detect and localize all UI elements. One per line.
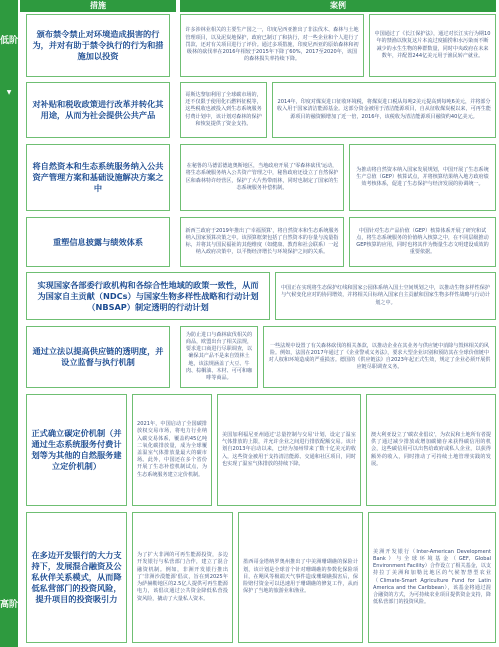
side-label-low: 低阶 [0,36,19,46]
example-text: 许多涉林业相关的主要生产国之一，印度尼西亚推出了非法伐木、森林与土地管理项目，以及泥炭地保护，政府已制订了和执行，对一些企业和个人进行了罚款，还对有关项目进行了评价。通过多项措施，印度尼西亚的原始森林和初级林的砍伐率在2016年相较于2015年下降了60%，2017至2020年，该国的森林损失率持续下降。 [185,27,359,63]
example-text: 中国针对生态产品价值（GEP）核算体系开展了研究和试点，将生态系统服务的价值纳入核算之中，在不同层级推动GEP核算的应用，同时也将其作为衡量生态文明建设成效的重要依据。 [356,227,489,256]
example-row-1-a [180,14,364,77]
example-row-2-a [180,82,267,138]
example-row-3-b [349,144,496,211]
measure-text: 颁布禁令禁止对环境造成损害的行为，并对有助于禁令执行的行为和措施加以投资 [32,29,164,61]
measure-text: 正式确立碳定价机制（并通过生态系统服务付费计划等为其他的自然服务建立定价机制） [31,428,122,471]
side-bar [0,0,18,647]
measure-row-1 [26,14,170,77]
measure-text: 重塑信息披露与绩效体系 [52,236,144,247]
measure-text: 在多边开发银行的大力支持下，发展混合融资及公私伙伴关系模式，从而降低私营部门的投资风险，提升项目的投资吸引力 [31,550,122,604]
example-row-7-b [217,394,361,506]
side-label-high: 高阶 [0,600,19,610]
example-row-6-b [263,326,496,388]
example-row-1-b [369,14,496,77]
example-row-3-a [180,144,344,211]
example-text: 墨西哥金塔纳罗奥州推出了中美洲珊瑚礁的保险计划，该计划是全球首个针对珊瑚礁的参数化保险项目，在飓风等极端天气事件造成珊瑚礁损害后，保险赔付资金可以迅速用于珊瑚礁的修复工作，从而保护了当地的旅游业和渔业。 [243,559,358,595]
example-text: 美国加利福尼亚州通过'总量控制与交易'计划，设定了温室气体排放的上限，并允许企业之间进行排放配额交易。该计划自2013年启动以来，已经为加州带来了数十亿美元的收入，这些资金被用于支持清洁能源、交通和社区项目，同时也实现了温室气体排放的持续下降。 [222,431,356,467]
example-text: 在秘鲁的马德雷德迪奥斯地区，当地政府开展了'零森林砍伐'运动，将生态系统服务纳入公共资产管理之中，秘鲁政府还设立了自然保护区和森林特许经营区，保护了大片热带雨林，同时也制定了国家的生态系统服务补偿机制。 [185,163,339,191]
example-row-8-b [238,512,363,643]
example-row-7-c [366,394,496,506]
example-row-4-a [180,217,344,267]
measure-text: 对补贴和税收政策进行改革并转化其用途，从而为社会提供公共产品 [32,99,164,120]
example-row-6-a [180,326,258,388]
example-row-7-a [132,394,212,506]
measure-row-4 [26,217,170,267]
example-text: 中国通过了《长江保护法》，通过对长江实行为期10年的禁渔以恢复这片本流过度捕捞和水污染而不断减少的水生生物的种群数量，同时中央政府在未来数年，并配置244亿美元用于渔民转产就业。 [374,31,491,59]
example-text: 2021年，中国启动了全国碳排放权交易市场，将电力行业纳入碳交易体系，覆盖约45亿吨二氧化碳排放量，成为全球覆盖温室气体排放量最大的碳市场。此外，中国还在多个省份开展了生态补偿机制试点，为生态系统服务建立定价机制。 [137,421,207,478]
measure-text: 通过立法以提高供应链的透明度，并设立监督与执行机制 [32,346,164,367]
measure-text: 实现国家各部委行政机构和各综合性地域的政策一致性，从而为国家自主贡献（NDCs）与国家生物多样性战略和行动计划（NBSAP）制定透明的行动计划 [37,279,259,312]
example-row-8-c [368,512,496,643]
measure-text: 将自然资本和生态系统服务纳入公共资产管理方案和基础设施解决方案之中 [32,161,164,193]
example-text: 中国正在实现将生态保护红线和国家公园体系纳入国土空间规划之中，以推动生物多样性保护与气候变化应对的协同增效，并将相关目标纳入国家自主贡献和国家生物多样性战略与行动计划之中。 [281,285,490,306]
measure-row-8 [26,512,127,643]
arrow-down-icon: ▼ [6,89,12,96]
example-text: 为了扩大非洲的可再生能源投资，多边开发银行与私营部门合作，建立了混合融资机制。例如，非洲开发银行推出了'非洲沙漠能源'倡议，旨在到2025年为萨赫勒地区的2.5亿人提供可再生能源电力，该倡议通过公共资金降低私营投资风险，撬动了大量私人资本。 [137,552,228,602]
example-text: 一些法规中设置了有关森林砍伐的相关条款，以推动企业在其业务与供应链中消除与毁林相关的风险。例如，法国在2017年通过了《企业警戒义务法》，要求大型企业识别和预防其在全球价值链中对人权和环境造成的严重损害。德国的《供应链法》自2023年起正式生效，规定了企业必须开展供应链尽职调查义务。 [268,342,491,371]
example-text: 为防止进口与森林砍伐相关的商品，欧盟出台了相关法规，要求进口商进行尽职调查，以确保其产品不是来自毁林土地，该法规涵盖了大豆、牛肉、棕榈油、木材、可可和咖啡等商品。 [185,331,253,381]
example-row-8-a [132,512,233,643]
measure-row-6 [26,326,170,388]
example-text: 澳大利亚设立了'碳农业倡议'，为农民和土地所有者提供了通过减少排放或增加碳储存来获得碳信用的机会，这些碳信用可以出售给政府或私人企业，以获得额外的收入，同时推动了可持续土地管理实践的发展。 [371,431,491,467]
example-text: 2014年，印度对煤炭进口征收环境税，将煤炭进口税从每吨2美元提高到每吨6美元，并将部分收入用于国家清洁能源基金。这部分资金被用于清洁能源项目，自从征收煤炭税以来，可再生能源项目的融资额增加了近一倍，2016年，该税收为清洁能源项目融资约40亿美元。 [277,99,491,120]
example-row-2-b [272,82,496,138]
example-text: 新西兰政府于2019年推出了'幸福预算'，将自然资本和生态系统服务纳入国家预算决策之中。该预算框架包括了自然资本的存量与流量指标，并将其与国民福祉的其他维度（如健康、教育和社会联系）一起纳入政府决策中，以平衡经济增长与环境保护之间的关系。 [185,227,339,256]
measure-row-5 [26,272,270,320]
example-row-4-b [349,217,496,267]
measure-row-7 [26,394,127,506]
measure-row-2 [26,82,170,138]
header-measures: 措施 [20,0,176,12]
example-text: 为推动将自然资本纳入国家发展规划，中国开展了生态系统生产总值（GEP）核算试点，并将核算结果纳入地方政府绩效考核体系，促进了生态保护与经济发展的协调统一。 [356,166,489,188]
header-examples: 案例 [180,0,496,12]
example-text: 美洲开发银行（Inter-American Development Bank）与全球环境基金（GEF, Global Environment Facility）合作设立了相关基金，以支持拉丁美洲和加勒比地区的气候智慧型农业（Climate-Smart Agriculture Fund for Latin America and the Caribbean），该基金将通过混合融资的方式，为可持续农业项目提供资金支持，降低私营部门的投资风险。 [373,548,492,606]
measure-row-3 [26,144,170,211]
example-text: 哥斯达黎加利用了全球碳市场的，还不仅限于使用化石燃料征税等，这些税收也被投入到生态系统服务付费计划中，该计划对森林的保护和恢复提供了资金支持。 [185,91,262,127]
example-row-5 [275,272,496,320]
